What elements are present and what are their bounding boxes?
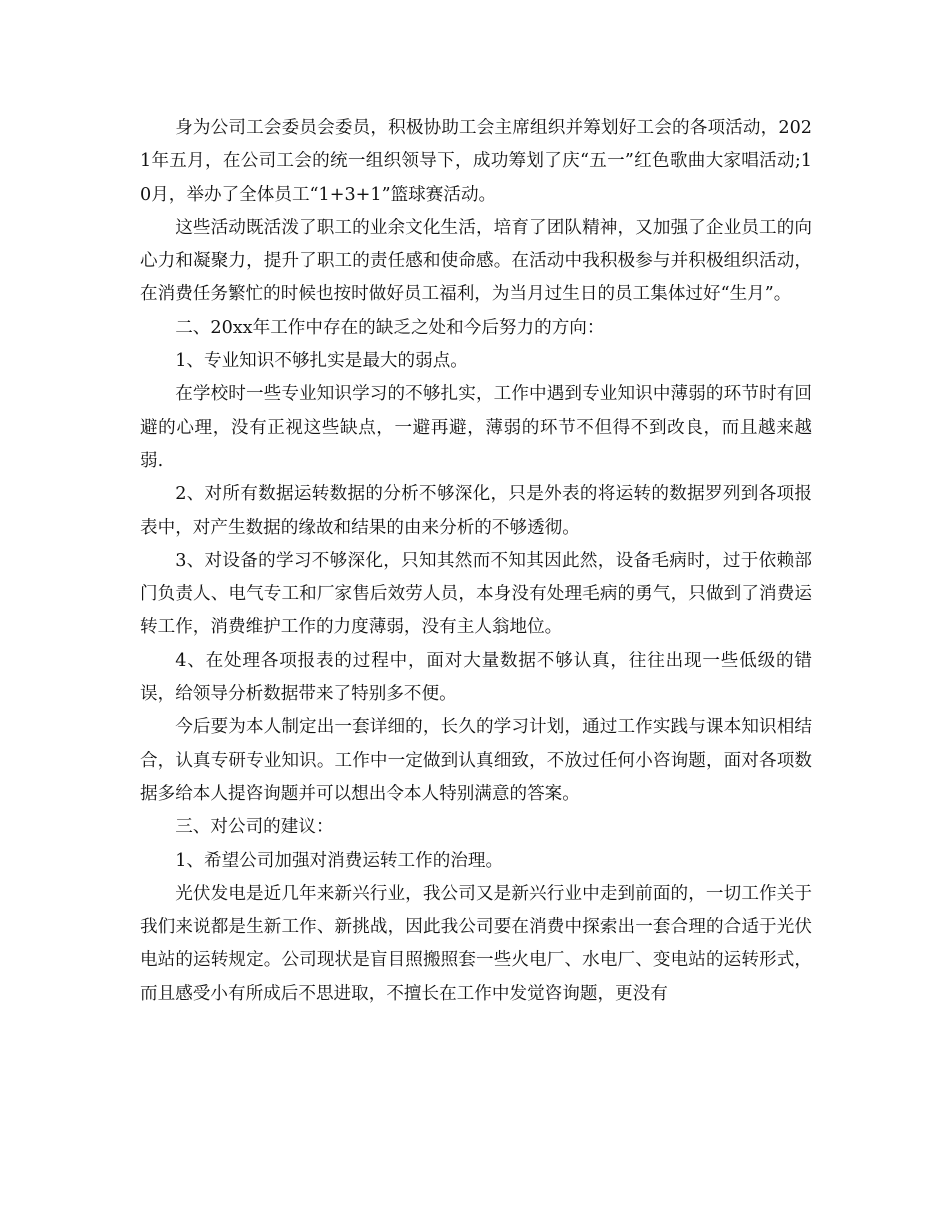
document-body (140, 112, 812, 1011)
paragraph-study-plan: 今后要为本人制定出一套详细的，长久的学习计划，通过工作实践与课本知识相结合，认真专研专业知识。工作中一定做到认真细致，不放过任何小咨询题，面对各项数据多给本人提咨询题并可以想出令本人特别满意的答案。 (140, 717, 812, 804)
item-operation-management: 1、希望公司加强对消费运转工作的治理。 (175, 850, 504, 871)
heading-shortcomings: 二、20xx年工作中存在的缺乏之处和今后努力的方向： (175, 317, 605, 338)
item-professional-knowledge: 1、专业知识不够扎实是最大的弱点。 (175, 351, 468, 372)
paragraph-school-knowledge: 在学校时一些专业知识学习的不够扎实，工作中遇到专业知识中薄弱的环节时有回避的心理，没有正视这些缺点，一避再避，薄弱的环节不但得不到改良，而且越来越弱. (140, 384, 812, 471)
paragraph-union-activities: 身为公司工会委员会委员，积极协助工会主席组织并筹划好工会的各项活动，2021年五月，在公司工会的统一组织领导下，成功筹划了庆“五一”红色歌曲大家唱活动;10月，举办了全体员工“1+3+1”篮球赛活动。 (140, 118, 812, 205)
item-data-analysis: 2、对所有数据运转数据的分析不够深化，只是外表的将运转的数据罗列到各项报表中，对产生数据的缘故和结果的由来分析的不够透彻。 (140, 484, 812, 538)
item-report-handling: 4、在处理各项报表的过程中，面对大量数据不够认真，往往出现一些低级的错误，给领导分析数据带来了特别多不便。 (140, 650, 812, 705)
heading-suggestions: 三、对公司的建议： (175, 817, 334, 838)
item-equipment-learning: 3、对设备的学习不够深化，只知其然而不知其因此然，设备毛病时，过于依赖部门负责人、电气专工和厂家售后效劳人员，本身没有处理毛病的勇气，只做到了消费运转工作，消费维护工作的力度薄弱，没有主人翁地位。 (140, 550, 812, 638)
paragraph-activity-effects: 这些活动既活泼了职工的业余文化生活，培育了团队精神，又加强了企业员工的向心力和凝聚力，提升了职工的责任感和使命感。在活动中我积极参与并积极组织活动，在消费任务繁忙的时候也按时做好员工福利，为当月过生日的员工集体过好“生月”。 (140, 217, 812, 305)
paragraph-photovoltaic: 光伏发电是近几年来新兴行业，我公司又是新兴行业中走到前面的，一切工作关于我们来说都是生新工作、新挑战，因此我公司要在消费中探索出一套合理的合适于光伏电站的运转规定。公司现状是盲目照搬照套一些火电厂、水电厂、变电站的运转形式，而且感受小有所成后不思进取，不擅长在工作中发觉咨询题，更没有 (140, 883, 812, 1004)
